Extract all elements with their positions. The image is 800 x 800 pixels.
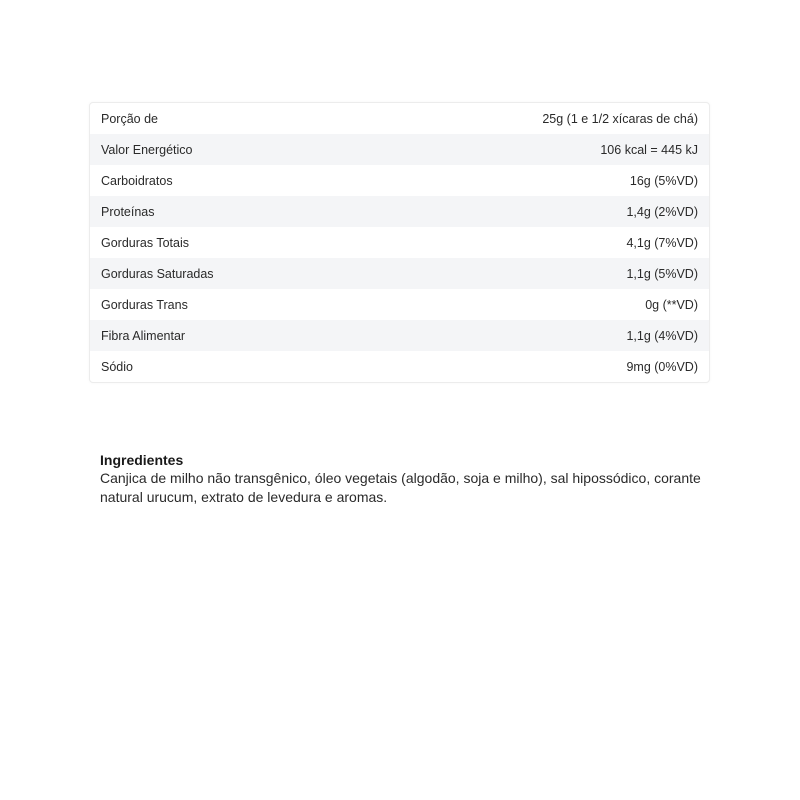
nutrition-label: Gorduras Saturadas [101,266,214,281]
ingredients-title: Ingredientes [100,452,184,468]
nutrition-label: Sódio [101,359,133,374]
nutrition-row-saturated-fat [90,258,709,289]
nutrition-label: Fibra Alimentar [101,328,186,343]
nutrition-row-fiber [90,320,709,351]
nutrition-value: 1,4g (2%VD) [626,204,698,219]
nutrition-table [89,102,710,383]
nutrition-value: 1,1g (5%VD) [626,266,698,281]
nutrition-row-proteins [90,196,709,227]
ingredients-section [100,451,710,507]
nutrition-label: Valor Energético [101,142,193,157]
nutrition-value: 106 kcal = 445 kJ [600,142,698,157]
nutrition-row-total-fat [90,227,709,258]
nutrition-value: 25g (1 e 1/2 xícaras de chá) [542,111,698,126]
nutrition-row-portion [90,103,709,134]
nutrition-value: 1,1g (4%VD) [626,328,698,343]
nutrition-label: Gorduras Totais [101,235,190,250]
nutrition-label: Proteínas [101,204,155,219]
nutrition-row-sodium [90,351,709,382]
nutrition-label: Carboidratos [101,173,173,188]
ingredients-text: Canjica de milho não transgênico, óleo vegetais (algodão, soja e milho), sal hipossódico, corante natural urucum, extrato de levedura e aromas. [100,470,701,505]
nutrition-value: 4,1g (7%VD) [626,235,698,250]
nutrition-label: Gorduras Trans [101,297,188,312]
nutrition-label: Porção de [101,111,158,126]
nutrition-row-energy [90,134,709,165]
nutrition-value: 16g (5%VD) [629,173,698,188]
nutrition-value: 0g (**VD) [645,297,698,312]
nutrition-row-trans-fat [90,289,709,320]
nutrition-row-carbohydrates [90,165,709,196]
nutrition-value: 9mg (0%VD) [626,359,698,374]
